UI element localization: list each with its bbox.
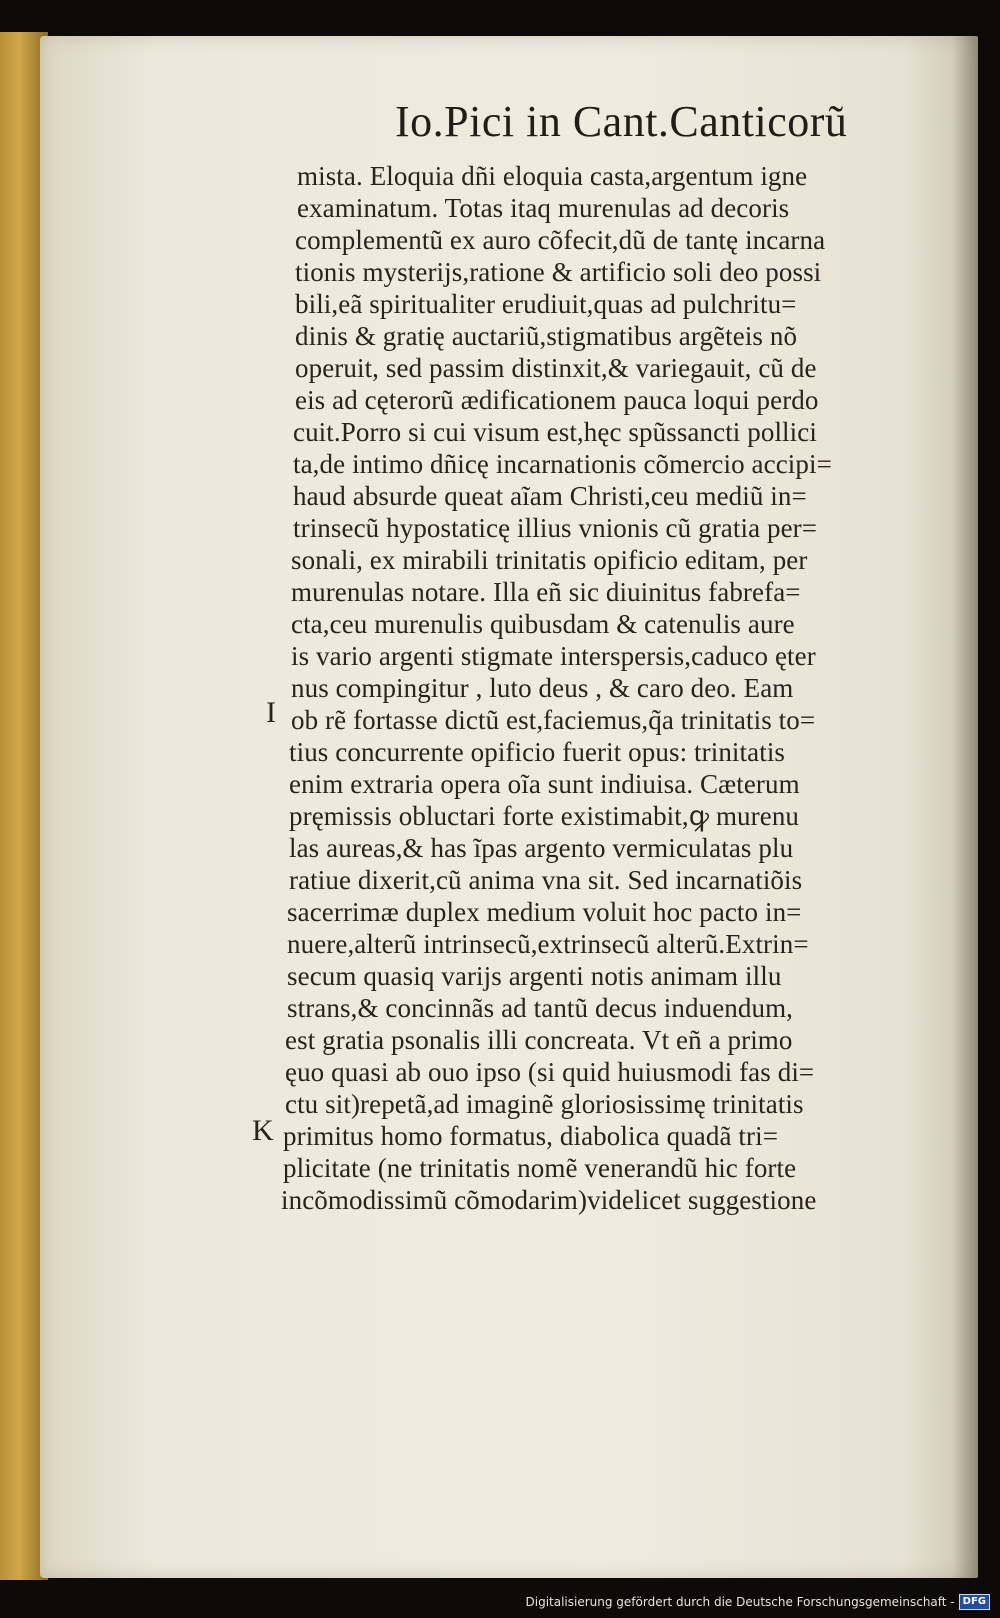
text-line: sacerrimæ duplex medium voluit hoc pacto in=	[287, 897, 802, 927]
text-line: trinsecũ hypostaticę illius vnionis cũ gratia per=	[293, 513, 818, 543]
text-line: strans,& concinnãs ad tantũ decus induendum,	[287, 993, 794, 1023]
text-line: ta,de intimo dñicę incarnationis cõmercio accipi=	[293, 449, 832, 479]
text-line: tionis mysterijs,ratione & artificio soli deo possi	[295, 257, 822, 287]
dfg-logo: DFG	[959, 1594, 990, 1610]
signature-mark: K	[252, 1114, 274, 1147]
text-line: cta,ceu murenulis quibusdam & catenulis aure	[291, 609, 795, 639]
footer-credit	[526, 1592, 991, 1612]
text-line: est gratia psonalis illi concreata. Vt eñ a primo	[285, 1025, 793, 1055]
text-line: incõmodissimũ cõmodarim)videlicet suggestione	[281, 1185, 817, 1215]
text-line: murenulas notare. Illa eñ sic diuinitus fabrefa=	[291, 577, 801, 607]
text-line: sonali, ex mirabili trinitatis opificio editam, per	[291, 545, 808, 575]
text-line: mista. Eloquia dñi eloquia casta,argentum igne	[297, 161, 808, 191]
footer-credit-text: Digitalisierung gefördert durch die Deutsche Forschungsgemeinschaft -	[525, 1595, 955, 1609]
signature-mark: I	[266, 696, 276, 729]
text-line: dinis & gratię auctariũ,stigmatibus argẽteis nõ	[295, 321, 798, 351]
text-line: is vario argenti stigmate interspersis,caduco ęter	[291, 641, 816, 671]
text-line: ratiue dixerit,cũ anima vna sit. Sed incarnatiõis	[289, 865, 803, 895]
spine-shadow	[952, 36, 978, 1578]
text-line: nus compingitur , luto deus , & caro deo. Eam	[291, 673, 794, 703]
text-line: las aureas,& has ĩpas argento vermiculatas plu	[289, 833, 794, 863]
text-line: nuere,alterũ intrinsecũ,extrinsecũ alterũ.Extrin=	[287, 929, 809, 959]
text-line: complementũ ex auro cõfecit,dũ de tantę incarna	[295, 225, 826, 255]
running-head: Io.Pici in Cant.Canticorũ	[395, 97, 848, 146]
text-line: ęuo quasi ab ouo ipso (si quid huiusmodi fas di=	[285, 1057, 815, 1087]
text-line: haud absurde queat aĩam Christi,ceu mediũ in=	[293, 481, 807, 511]
text-line: examinatum. Totas itaq murenulas ad decoris	[297, 193, 790, 223]
text-line: plicitate (ne trinitatis nomẽ venerandũ hic forte	[283, 1153, 797, 1183]
text-line: ob rẽ fortasse dictũ est,faciemus,q̃a trinitatis to=	[291, 705, 816, 735]
text-line: ctu sit)repetã,ad imaginẽ gloriosissimę trinitatis	[285, 1089, 804, 1119]
text-line: eis ad cęterorũ ædificationem pauca loqui perdo	[295, 385, 819, 415]
text-line: enim extraria opera oĩa sunt indiuisa. Cæterum	[289, 769, 800, 799]
text-line: operuit, sed passim distinxit,& variegauit, cũ de	[295, 353, 817, 383]
text-line: pręmissis obluctari forte existimabit,ꝙ murenu	[289, 801, 800, 831]
text-line: tius concurrente opificio fuerit opus: trinitatis	[289, 737, 786, 767]
text-line: bili,eã spiritualiter erudiuit,quas ad pulchritu=	[295, 289, 797, 319]
text-line: secum quasiq varijs argenti notis animam illu	[287, 961, 782, 991]
text-line: cuit.Porro si cui visum est,hęc spũssancti pollici	[293, 417, 817, 447]
text-line: primitus homo formatus, diabolica quadã tri=	[283, 1121, 779, 1151]
